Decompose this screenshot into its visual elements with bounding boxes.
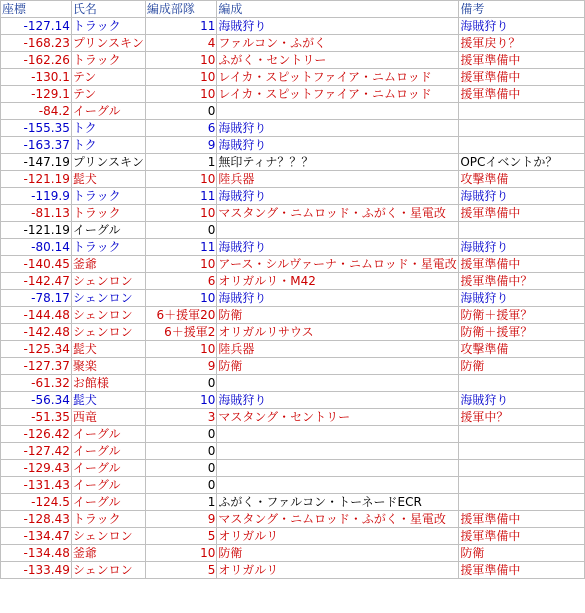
units-cell[interactable]: 9 (145, 511, 216, 528)
composition-cell[interactable]: レイカ・スピットファイア・ニムロッド (217, 86, 459, 103)
units-cell[interactable]: 5 (145, 562, 216, 579)
coord-cell[interactable]: -78.17 (1, 290, 72, 307)
name-cell[interactable]: プリンスキン (72, 36, 144, 50)
composition-cell[interactable]: ふがく・ファルコン・トーネードECR (217, 494, 459, 511)
coord-cell[interactable]: -134.48 (1, 545, 72, 562)
table-row (1, 239, 585, 256)
name-cell[interactable]: イーグル (71, 494, 145, 511)
composition-cell[interactable]: マスタング・ニムロッド・ふがく・星電改 (217, 511, 459, 528)
coord-cell[interactable]: -162.26 (1, 52, 72, 69)
coord-cell[interactable]: -129.43 (1, 460, 72, 477)
coord-cell[interactable]: -168.23 (1, 35, 72, 52)
table-row (1, 443, 585, 460)
units-cell[interactable]: 11 (145, 18, 216, 35)
table-row (1, 205, 585, 222)
table-row (1, 171, 585, 188)
units-cell[interactable]: 10 (145, 86, 216, 103)
name-cell[interactable]: トラック (71, 511, 145, 528)
coord-cell[interactable]: -128.43 (1, 511, 72, 528)
table-row (1, 103, 585, 120)
coord-cell[interactable]: -142.48 (1, 324, 72, 341)
coord-cell[interactable]: -140.45 (1, 256, 72, 273)
notes-cell[interactable]: 防衛＋援軍？ (459, 307, 585, 324)
coord-cell[interactable]: -125.34 (1, 341, 72, 358)
name-cell[interactable]: シェンロン (71, 273, 145, 290)
composition-cell[interactable]: 陸兵器 (217, 171, 459, 188)
units-cell[interactable]: 1 (145, 154, 216, 171)
name-cell[interactable]: イーグル (71, 103, 145, 120)
table-row (1, 69, 585, 86)
coord-cell[interactable]: -163.37 (1, 137, 72, 154)
coord-cell[interactable]: -155.35 (1, 120, 72, 137)
name-cell[interactable]: シェンロン (71, 528, 145, 545)
coord-cell[interactable]: -56.34 (1, 392, 72, 409)
notes-cell[interactable]: 海賊狩り (459, 392, 585, 409)
composition-cell[interactable]: 海賊狩り (217, 290, 459, 307)
composition-cell[interactable]: オリガルリサウス (217, 324, 459, 341)
table-row (1, 290, 585, 307)
composition-cell[interactable]: 海賊狩り (217, 188, 459, 205)
coord-cell[interactable]: -126.42 (1, 426, 72, 443)
table-row (1, 341, 585, 358)
units-cell[interactable]: 11 (145, 188, 216, 205)
table-row (1, 358, 585, 375)
name-cell[interactable]: 西竜 (71, 409, 145, 426)
notes-cell[interactable] (459, 120, 585, 137)
notes-cell[interactable]: 援軍準備中 (459, 86, 585, 103)
table-row (1, 477, 585, 494)
name-cell[interactable]: テン (71, 69, 145, 86)
composition-cell[interactable]: 海賊狩り (217, 120, 459, 137)
name-cell[interactable]: シェンロン (71, 562, 145, 579)
units-cell[interactable]: 6＋援軍2 (145, 324, 216, 341)
units-cell[interactable]: 10 (145, 341, 216, 358)
notes-cell[interactable]: 援軍中？ (459, 409, 585, 426)
coord-cell[interactable]: -127.14 (1, 18, 72, 35)
notes-cell[interactable]: 海賊狩り (459, 18, 585, 35)
table-row (1, 511, 585, 528)
units-cell[interactable]: 10 (145, 290, 216, 307)
composition-cell[interactable] (217, 477, 459, 494)
notes-cell[interactable] (459, 477, 585, 494)
notes-cell[interactable]: 海賊狩り (459, 188, 585, 205)
composition-cell[interactable]: ファルコン・ふがく (217, 35, 459, 52)
header-units[interactable]: 編成部隊 (145, 1, 216, 18)
composition-cell[interactable]: マスタング・セントリー (217, 409, 459, 426)
table-row (1, 426, 585, 443)
notes-cell[interactable]: 援軍準備中？ (459, 273, 585, 290)
notes-cell[interactable] (459, 137, 585, 154)
header-coord[interactable]: 座標 (1, 1, 72, 18)
coord-cell[interactable]: -134.47 (1, 528, 72, 545)
units-cell[interactable]: 0 (145, 426, 216, 443)
name-cell[interactable]: トク (71, 137, 145, 154)
notes-cell[interactable]: 援軍準備中 (459, 256, 585, 273)
units-cell[interactable]: 0 (145, 477, 216, 494)
name-cell[interactable]: トラック (71, 239, 145, 256)
notes-cell[interactable]: 援軍準備中 (459, 562, 585, 579)
notes-cell[interactable] (459, 375, 585, 392)
table-row (1, 562, 585, 579)
name-cell[interactable]: トク (71, 120, 145, 137)
units-cell[interactable]: 0 (145, 460, 216, 477)
coord-cell[interactable]: -84.2 (1, 103, 72, 120)
units-cell[interactable]: 5 (145, 528, 216, 545)
composition-cell[interactable]: オリガルリ (217, 562, 459, 579)
units-cell[interactable]: 6 (145, 273, 216, 290)
composition-cell[interactable] (217, 222, 459, 239)
table-row (1, 18, 585, 35)
name-cell[interactable]: イーグル (71, 460, 145, 477)
header-composition[interactable]: 編成 (217, 1, 459, 18)
units-cell[interactable]: 10 (145, 545, 216, 562)
coord-cell[interactable]: -127.42 (1, 443, 72, 460)
coord-cell[interactable]: -61.32 (1, 375, 72, 392)
table-row (1, 307, 585, 324)
composition-cell[interactable]: レイカ・スピットファイア・ニムロッド (217, 69, 459, 86)
table-row (1, 375, 585, 392)
notes-cell[interactable]: 援軍準備中 (459, 528, 585, 545)
name-cell[interactable]: トラック (71, 205, 145, 222)
units-cell[interactable]: 10 (145, 69, 216, 86)
name-cell[interactable]: トラック (71, 18, 145, 35)
coord-cell[interactable]: -131.43 (1, 477, 72, 494)
coord-cell[interactable]: -133.49 (1, 562, 72, 579)
name-cell[interactable]: 髭犬 (71, 392, 145, 409)
name-cell[interactable]: 釜爺 (71, 545, 145, 562)
composition-cell[interactable]: 海賊狩り (217, 239, 459, 256)
table-row (1, 545, 585, 562)
name-cell[interactable]: シェンロン (71, 290, 145, 307)
notes-cell[interactable]: 援軍準備中 (459, 511, 585, 528)
coord-cell[interactable]: -119.9 (1, 188, 72, 205)
name-cell[interactable]: テン (71, 86, 145, 103)
name-cell[interactable]: 髭犬 (71, 171, 145, 188)
table-row (1, 137, 585, 154)
notes-cell[interactable]: 海賊狩り (459, 290, 585, 307)
composition-cell[interactable]: オリガルリ・M42 (217, 273, 459, 290)
units-cell[interactable]: 11 (145, 239, 216, 256)
composition-cell[interactable] (217, 443, 459, 460)
composition-cell[interactable]: 防衛 (217, 545, 459, 562)
header-notes[interactable]: 備考 (459, 1, 585, 18)
name-cell[interactable]: トラック (71, 52, 145, 69)
coord-cell[interactable]: -121.19 (1, 171, 72, 188)
table-row (1, 528, 585, 545)
name-cell[interactable]: イーグル (71, 426, 145, 443)
coord-cell[interactable]: -144.48 (1, 307, 72, 324)
composition-cell[interactable]: 無印ティナ？？？ (217, 154, 459, 171)
coord-cell[interactable]: -142.47 (1, 273, 72, 290)
coord-cell[interactable]: -121.19 (1, 222, 72, 239)
composition-cell[interactable]: ふがく・セントリー (217, 52, 459, 69)
name-cell[interactable]: イーグル (71, 443, 145, 460)
table-row (1, 52, 585, 69)
units-cell[interactable]: 0 (145, 103, 216, 120)
name-cell[interactable]: シェンロン (71, 324, 145, 341)
table-row (1, 460, 585, 477)
table-row (1, 86, 585, 103)
header-name[interactable]: 氏名 (71, 1, 145, 18)
units-cell[interactable]: 0 (145, 443, 216, 460)
notes-cell[interactable] (459, 494, 585, 511)
units-cell[interactable]: 10 (145, 392, 216, 409)
table-row (1, 35, 585, 52)
coord-cell[interactable]: -51.35 (1, 409, 72, 426)
units-cell[interactable]: 10 (145, 52, 216, 69)
header-row (1, 1, 585, 18)
units-cell[interactable]: 0 (145, 375, 216, 392)
units-cell[interactable]: 10 (145, 205, 216, 222)
notes-cell[interactable]: 防衛 (459, 358, 585, 375)
composition-cell[interactable]: 防衛 (217, 307, 459, 324)
name-cell[interactable]: シェンロン (71, 307, 145, 324)
notes-cell[interactable] (459, 443, 585, 460)
table-row (1, 324, 585, 341)
name-cell[interactable]: 髭犬 (71, 341, 145, 358)
composition-cell[interactable]: 海賊狩り (217, 18, 459, 35)
notes-cell[interactable]: 攻撃準備 (459, 341, 585, 358)
notes-cell[interactable] (459, 426, 585, 443)
notes-cell[interactable] (459, 103, 585, 120)
coord-cell[interactable]: -129.1 (1, 86, 72, 103)
notes-cell[interactable]: 援軍準備中 (459, 205, 585, 222)
units-cell[interactable]: 1 (145, 494, 216, 511)
name-cell[interactable]: イーグル (71, 222, 145, 239)
composition-cell[interactable]: マスタング・ニムロッド・ふがく・星電改 (217, 205, 459, 222)
units-cell[interactable]: 9 (145, 137, 216, 154)
units-cell[interactable]: 9 (145, 358, 216, 375)
units-cell[interactable]: 4 (145, 35, 216, 52)
table-row (1, 392, 585, 409)
notes-cell[interactable]: 援軍戻り？ (459, 35, 585, 52)
units-cell[interactable]: 3 (145, 409, 216, 426)
name-cell[interactable]: トラック (71, 188, 145, 205)
notes-cell[interactable]: 援軍準備中 (459, 52, 585, 69)
composition-cell[interactable]: オリガルリ (217, 528, 459, 545)
units-cell[interactable]: 10 (145, 171, 216, 188)
coord-cell[interactable]: -81.13 (1, 205, 72, 222)
notes-cell[interactable] (459, 222, 585, 239)
composition-cell[interactable] (217, 103, 459, 120)
table-row (1, 409, 585, 426)
notes-cell[interactable]: OPCイベントか？ (459, 154, 585, 171)
coord-cell[interactable]: -124.5 (1, 494, 72, 511)
coord-cell[interactable]: -130.1 (1, 69, 72, 86)
composition-cell[interactable] (217, 375, 459, 392)
composition-cell[interactable] (217, 426, 459, 443)
units-cell[interactable]: 10 (145, 256, 216, 273)
spreadsheet-body (1, 1, 585, 579)
units-cell[interactable]: 6 (145, 120, 216, 137)
notes-cell[interactable]: 防衛＋援軍？ (459, 324, 585, 341)
notes-cell[interactable]: 援軍準備中 (459, 69, 585, 86)
coord-cell[interactable]: -147.19 (1, 154, 72, 171)
notes-cell[interactable]: 攻撃準備 (459, 171, 585, 188)
composition-cell[interactable]: 防衛 (217, 358, 459, 375)
table-row (1, 188, 585, 205)
table-row (1, 120, 585, 137)
notes-cell[interactable]: 海賊狩り (459, 239, 585, 256)
units-cell[interactable]: 0 (145, 222, 216, 239)
composition-cell[interactable]: アース・シルヴァーナ・ニムロッド・星電改 (217, 256, 459, 273)
units-cell[interactable]: 6＋援軍20 (145, 307, 216, 324)
composition-cell[interactable]: 陸兵器 (217, 341, 459, 358)
notes-cell[interactable]: 防衛 (459, 545, 585, 562)
table-row (1, 273, 585, 290)
coord-cell[interactable]: -127.37 (1, 358, 72, 375)
table-row (1, 222, 585, 239)
notes-cell[interactable] (459, 460, 585, 477)
composition-cell[interactable] (217, 460, 459, 477)
table-row (1, 154, 585, 171)
name-cell[interactable]: プリンスキン (72, 155, 144, 169)
name-cell[interactable]: 聚楽 (71, 358, 145, 375)
coord-cell[interactable]: -80.14 (1, 239, 72, 256)
name-cell[interactable]: イーグル (71, 477, 145, 494)
composition-cell[interactable]: 海賊狩り (217, 137, 459, 154)
composition-cell[interactable]: 海賊狩り (217, 392, 459, 409)
table-row (1, 256, 585, 273)
name-cell[interactable]: お館様 (71, 375, 145, 392)
name-cell[interactable]: 釜爺 (71, 256, 145, 273)
table-row (1, 494, 585, 511)
